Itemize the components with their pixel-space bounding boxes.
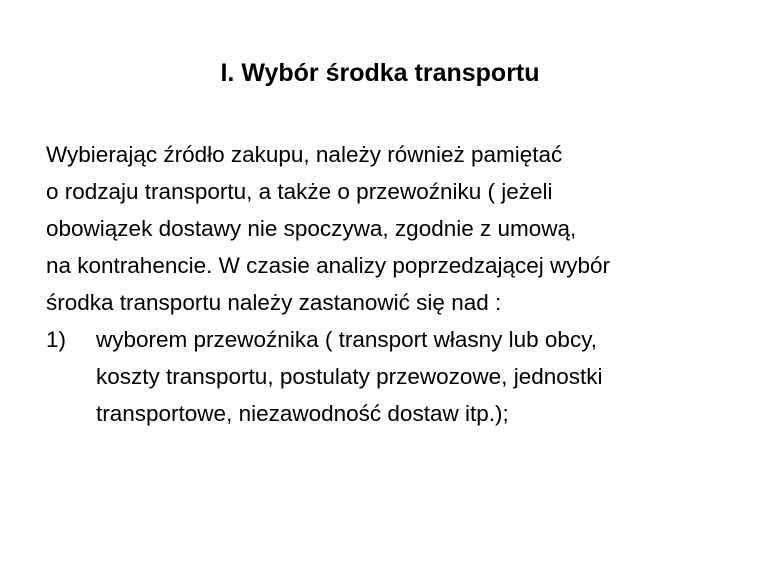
slide-body [46, 136, 746, 432]
paragraph-line: obowiązek dostawy nie spoczywa, zgodnie z umową, [46, 216, 577, 241]
list-item-line: koszty transportu, postulaty przewozowe, jednostki [96, 364, 603, 389]
paragraph-line: środka transportu należy zastanowić się nad : [46, 290, 502, 315]
list-item-line: wyborem przewoźnika ( transport własny lub obcy, [96, 327, 598, 352]
paragraph-line: na kontrahencie. W czasie analizy poprzedzającej wybór [46, 253, 611, 278]
slide-title: I. Wybór środka transportu [220, 59, 540, 87]
paragraph [46, 136, 746, 321]
paragraph-line: Wybierając źródło zakupu, należy również pamiętać [46, 142, 563, 167]
list-item-line: transportowe, niezawodność dostaw itp.); [96, 401, 509, 426]
paragraph-line: o rodzaju transportu, a także o przewoźniku ( jeżeli [46, 179, 553, 204]
list-item-number: 1) [46, 327, 67, 352]
list-item [46, 321, 746, 432]
